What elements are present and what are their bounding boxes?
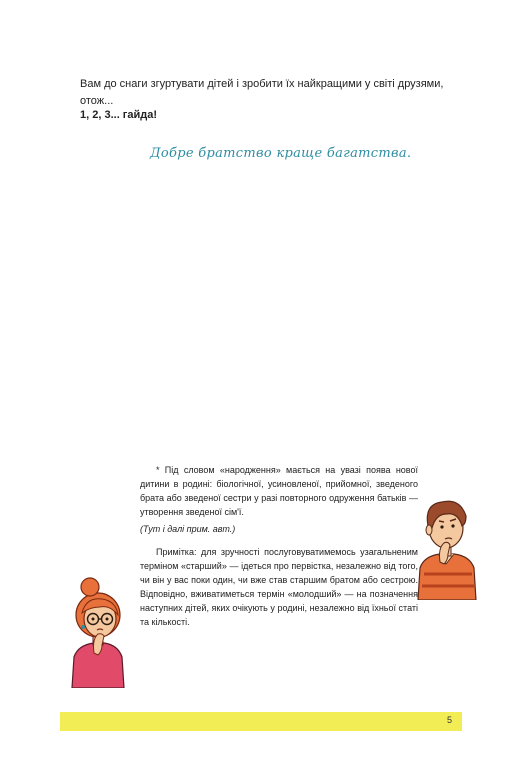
page-number: 5: [446, 715, 452, 725]
intro-line-2: отож...: [80, 95, 114, 107]
footer-bar: [60, 712, 462, 731]
notes-block: [140, 463, 418, 629]
thinking-boy-illustration: [410, 490, 480, 600]
author-note: (Тут і далі прим. авт.): [140, 524, 236, 534]
thinking-girl-illustration: [60, 573, 135, 688]
intro-line-1: Вам до снаги згуртувати дітей і зробити їх найкращими у світі друзями,: [80, 78, 444, 90]
remark-text: Примітка: для зручності послуговуватимемось узагальненим терміном «старший» — ідеться про первістка, незалежно від того, чи він у вас поки один, чи вже став старшим братом або сестрою. Відповідно, вживатиметься термін «молодший» — на позначення наступних дітей, яких очікують у родині, незалежно від їхньої статі та кількості.: [140, 547, 418, 627]
intro-cheer: 1, 2, 3... гайда!: [80, 109, 158, 121]
proverb-heading: Добре братство краще багатства.: [150, 146, 412, 161]
intro-paragraph: [80, 76, 470, 110]
footnote-text: * Під словом «народження» мається на увазі поява нової дитини в родині: біологічної, усиновленої, прийомної, зведеного брата або зведеної сестри у разі повторного одруження батьків — утворення зведеної сім'ї.: [140, 465, 418, 517]
